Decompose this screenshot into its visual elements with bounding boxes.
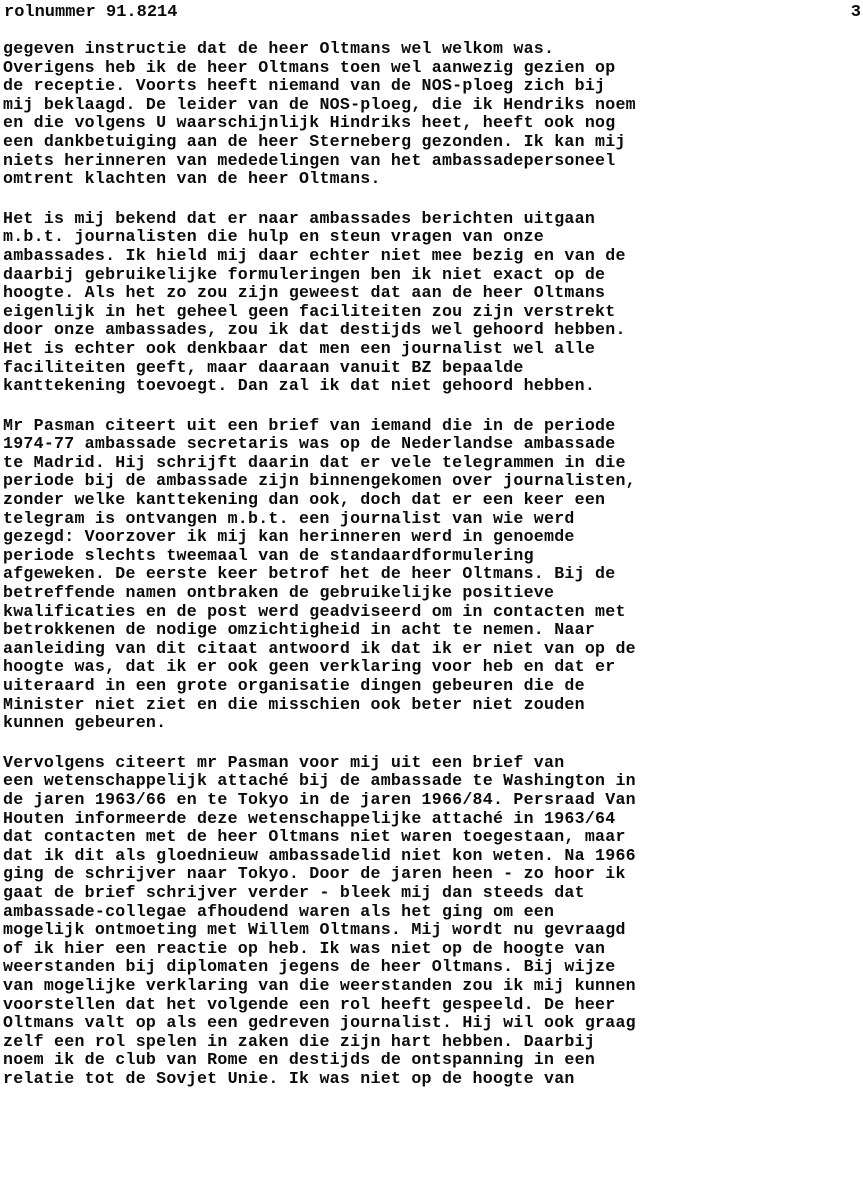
page-number: 3 [850,3,861,22]
text-line: de jaren 1963/66 en te Tokyo in de jaren 1966/84. Persraad Van [3,789,636,809]
text-line: zonder welke kanttekening dan ook, doch dat er een keer een [3,490,606,510]
text-line: betreffende namen ontbraken de gebruikelijke positieve [3,583,555,603]
text-line: telegram is ontvangen m.b.t. een journalist van wie werd [3,508,575,528]
text-line: niets herinneren van mededelingen van het ambassadepersoneel [3,150,616,170]
text-line: gaat de brief schrijver verder - bleek mij dan steeds dat [3,882,585,902]
text-line: Minister niet ziet en die misschien ook beter niet zouden [3,694,585,714]
text-line: hoogte was, dat ik er ook geen verklaring voor heb en dat er [3,657,616,677]
text-line: ambassade-collegae afhoudend waren als het ging om een [3,901,555,921]
text-line: m.b.t. journalisten die hulp en steun vragen van onze [3,227,545,247]
text-line: weerstanden bij diplomaten jegens de heer Oltmans. Bij wijze [3,957,616,977]
text-line: Vervolgens citeert mr Pasman voor mij uit een brief van [3,752,565,772]
text-line: gegeven instructie dat de heer Oltmans wel welkom was. [3,39,555,58]
text-line: noem ik de club van Rome en destijds de ontspanning in een [3,1050,596,1070]
text-line: door onze ambassades, zou ik dat destijds wel gehoord hebben. [3,320,626,340]
text-line: dat contacten met de heer Oltmans niet waren toegestaan, maar [3,827,626,847]
text-line: gezegd: Voorzover ik mij kan herinneren werd in genoemde [3,527,575,547]
text-line: Het is mij bekend dat er naar ambassades berichten uitgaan [3,208,596,228]
text-line: hoogte. Als het zo zou zijn geweest dat aan de heer Oltmans [3,283,606,303]
text-line: daarbij gebruikelijke formuleringen ben ik niet exact op de [3,264,606,284]
rolnummer-label: rolnummer 91.8214 [4,3,178,22]
paragraph [3,210,863,396]
text-line: een wetenschappelijk attaché bij de ambassade te Washington in [3,771,636,791]
text-line: de receptie. Voorts heeft niemand van de NOS-ploeg zich bij [3,76,606,96]
text-line: te Madrid. Hij schrijft daarin dat er vele telegrammen in die [3,452,626,472]
text-line: zelf een rol spelen in zaken die zijn hart hebben. Daarbij [3,1031,596,1051]
text-line: periode bij de ambassade zijn binnengekomen over journalisten, [3,471,636,491]
text-line: kanttekening toevoegt. Dan zal ik dat niet gehoord hebben. [3,376,596,396]
page-header [4,2,861,24]
text-line: betrokkenen de nodige omzichtigheid in acht te nemen. Naar [3,620,596,640]
text-line: periode slechts tweemaal van de standaardformulering [3,545,534,565]
text-line: mogelijk ontmoeting met Willem Oltmans. Mij wordt nu gevraagd [3,920,626,940]
paragraph [3,417,863,733]
text-line: voorstellen dat het volgende een rol heeft gespeeld. De heer [3,994,616,1014]
text-line: Houten informeerde deze wetenschappelijke attaché in 1963/64 [3,808,616,828]
text-line: Mr Pasman citeert uit een brief van iemand die in de periode [3,415,616,435]
text-line: Het is echter ook denkbaar dat men een journalist wel alle [3,338,596,358]
text-line: een dankbetuiging aan de heer Sterneberg gezonden. Ik kan mij [3,131,626,151]
text-line: dat ik dit als gloednieuw ambassadelid niet kon weten. Na 1966 [3,845,636,865]
text-line: mij beklaagd. De leider van de NOS-ploeg, die ik Hendriks noem [3,94,636,114]
text-line: relatie tot de Sovjet Unie. Ik was niet op de hoogte van [3,1068,575,1088]
text-line: kunnen gebeuren. [3,713,167,733]
text-line: aanleiding van dit citaat antwoord ik dat ik er niet van op de [3,638,636,658]
text-line: faciliteiten geeft, maar daaraan vanuit BZ bepaalde [3,357,524,377]
text-line: en die volgens U waarschijnlijk Hindriks heet, heeft ook nog [3,113,616,133]
paragraph [3,754,863,1089]
document-body [3,40,863,1109]
text-line: Overigens heb ik de heer Oltmans toen wel aanwezig gezien op [3,57,616,77]
text-line: kwalificaties en de post werd geadviseerd om in contacten met [3,601,626,621]
text-line: omtrent klachten van de heer Oltmans. [3,169,381,189]
paragraph [3,40,863,189]
text-line: Oltmans valt op als een gedreven journalist. Hij wil ook graag [3,1013,636,1033]
text-line: ging de schrijver naar Tokyo. Door de jaren heen - zo hoor ik [3,864,626,884]
text-line: 1974-77 ambassade secretaris was op de Nederlandse ambassade [3,434,616,454]
text-line: ambassades. Ik hield mij daar echter niet mee bezig en van de [3,245,626,265]
text-line: afgeweken. De eerste keer betrof het de heer Oltmans. Bij de [3,564,616,584]
text-line: uiteraard in een grote organisatie dingen gebeuren die de [3,676,585,695]
text-line: of ik hier een reactie op heb. Ik was niet op de hoogte van [3,938,606,958]
text-line: van mogelijke verklaring van die weerstanden zou ik mij kunnen [3,975,636,995]
text-line: eigenlijk in het geheel geen faciliteiten zou zijn verstrekt [3,301,616,321]
